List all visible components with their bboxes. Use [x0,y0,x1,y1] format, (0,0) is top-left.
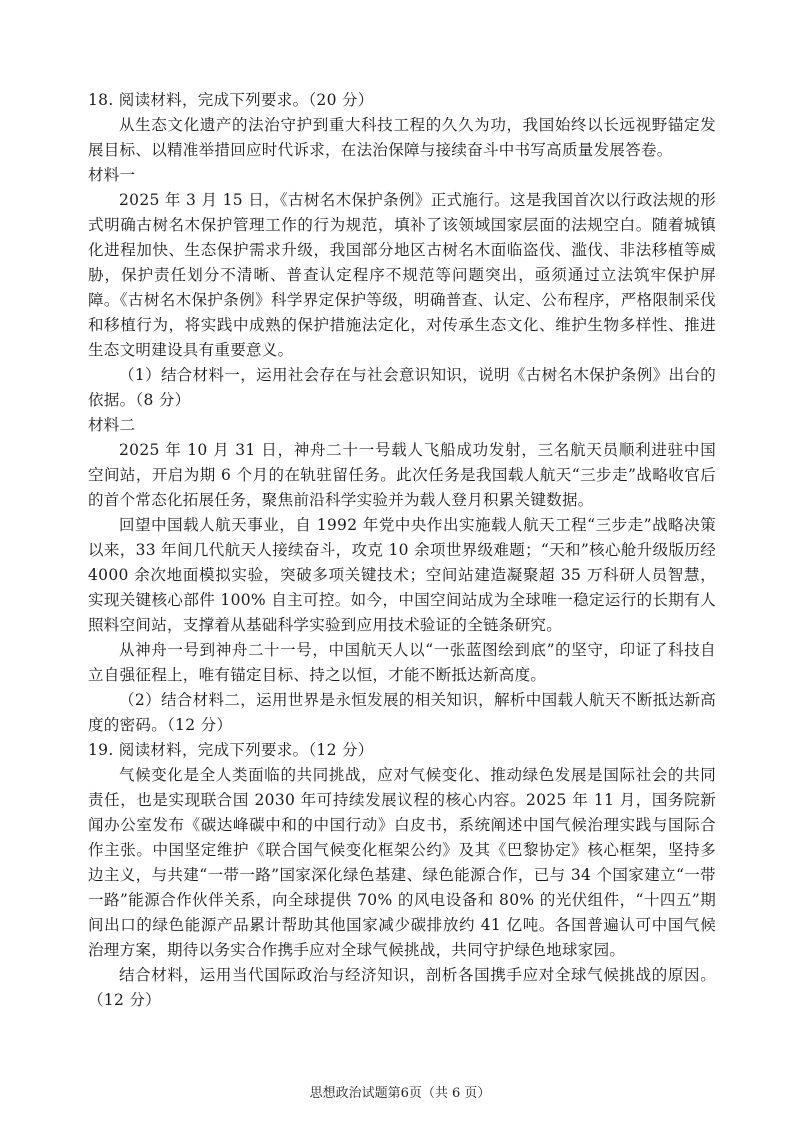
question-19-task: 结合材料，运用当代国际政治与经济知识，剖析各国携手应对全球气候挑战的原因。（12 分） [88,966,716,1009]
material-2-label: 材料二 [88,416,136,434]
material-2-paragraph-3: 从神舟一号到神舟二十一号，中国航天人以“一张蓝图绘到底”的坚守，印证了科技自立自强征程上，唯有锚定目标、持之以恒，才能不断抵达新高度。 [88,641,716,684]
material-1-paragraph: 2025 年 3 月 15 日，《古树名木保护条例》正式施行。这是我国首次以行政法规的形式明确古树名木保护管理工作的行为规范，填补了该领域国家层面的法规空白。随着城镇化进程加快、生态保护需求升级，我国部分地区古树名木面临盗伐、滥伐、非法移植等威胁，保护责任划分不清晰、普查认定程序不规范等问题突出，亟须通过立法筑牢保护屏障。《古树名木保护条例》科学界定保护等级，明确普查、认定、公布程序，严格限制采伐和移植行为，将实践中成熟的保护措施法定化，对传承生态文化、维护生物多样性、推进生态文明建设具有重要意义。 [88,191,716,359]
exam-page [88,88,716,1013]
question-18-heading: 18. 阅读材料，完成下列要求。（20 分） [88,91,374,109]
question-19-material: 气候变化是全人类面临的共同挑战，应对气候变化、推动绿色发展是国际社会的共同责任，也是实现联合国 2030 年可持续发展议程的核心内容。2025 年 11 月，国务院新闻办公室发布《碳达峰碳中和的中国行动》白皮书，系统阐述中国气候治理实践与国际合作主张。中国坚定维护《联合国气候变化框架公约》及其《巴黎协定》核心框架，坚持多边主义，与共建“一带一路”国家深化绿色基建、绿色能源合作，已与 34 个国家建立“一带一路”能源合作伙伴关系，向全球提供 70% 的风电设备和 80% 的光伏组件，“十四五”期间出口的绿色能源产品累计帮助其他国家减少碳排放约 41 亿吨。各国普遍认可中国气候治理方案，期待以务实合作携手应对全球气候挑战，共同守护绿色地球家园。 [88,766,716,959]
page-footer: 思想政治试题第6页（共 6 页） [309,1086,491,1101]
question-19-heading: 19. 阅读材料，完成下列要求。（12 分） [88,741,374,759]
material-1-label: 材料一 [88,166,136,184]
material-2-paragraph-1: 2025 年 10 月 31 日，神舟二十一号载人飞船成功发射，三名航天员顺利进驻中国空间站，开启为期 6 个月的在轨驻留任务。此次任务是我国载人航天“三步走”战略收官后的首个常态化拓展任务，聚焦前沿科学实验并为载人登月积累关键数据。 [88,441,716,509]
question-18-intro: 从生态文化遗产的法治守护到重大科技工程的久久为功，我国始终以长远视野锚定发展目标、以精准举措回应时代诉求，在法治保障与接续奋斗中书写高质量发展答卷。 [88,116,716,159]
sub-question-1: （1）结合材料一，运用社会存在与社会意识知识，说明《古树名木保护条例》出台的依据。（8 分） [88,366,716,409]
sub-question-2: （2）结合材料二，运用世界是永恒发展的相关知识，解析中国载人航天不断抵达新高度的密码。（12 分） [88,691,716,734]
material-2-paragraph-2: 回望中国载人航天事业，自 1992 年党中央作出实施载人航天工程“三步走”战略决策以来，33 年间几代航天人接续奋斗，攻克 10 余项世界级难题；“天和”核心舱升级版历经 4000 余次地面模拟实验，突破多项关键技术；空间站建造凝聚超 35 万科研人员智慧，实现关键核心部件 100% 自主可控。如今，中国空间站成为全球唯一稳定运行的长期有人照料空间站，支撑着从基础科学实验到应用技术验证的全链条研究。 [88,516,716,634]
